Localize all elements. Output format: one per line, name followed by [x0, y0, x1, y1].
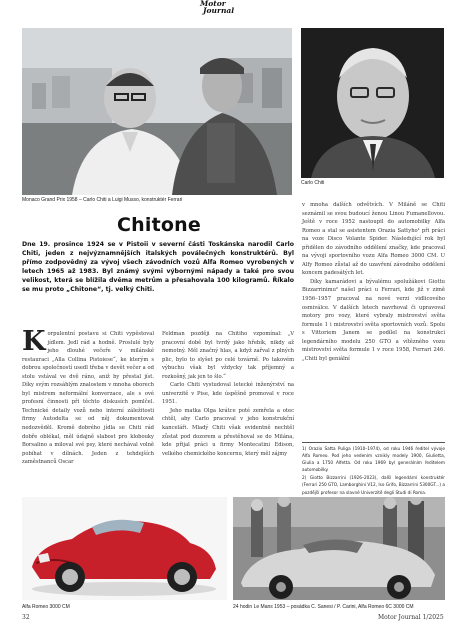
caption-carlo-chiti: Carlo Chiti — [301, 180, 325, 186]
red-car-illustration — [22, 497, 227, 600]
caption-alfa-romeo-3000cm: Alfa Romeo 3000 CM — [22, 604, 70, 610]
chiti-portrait-illustration — [301, 28, 444, 178]
page-number: 32 — [22, 614, 30, 621]
issue-label: Motor Journal 1/2025 — [378, 614, 444, 621]
photo-carlo-chiti — [301, 28, 444, 178]
photo-monaco-gp — [22, 28, 292, 195]
caption-monaco-gp: Monaco Grand Prix 1958 – Carlo Chiti a Luigi Musso, konstruktér Ferrari — [22, 197, 183, 203]
photo-alfa-romeo-3000cm — [22, 497, 227, 600]
footnote-2: 2) Giotto Bizzarrini (1926–2023), další legendární konstruktér (Ferrari 250 GTO, Lamborghini V12, Iso Grifo, Bizzarrini 5300GT...) a pozdější profesor na slavné Univerzitě degli Studi di Roma. — [302, 476, 445, 496]
column2-paragraph-2: Carlo Chiti vystudoval letecké inženýrství na univerzitě v Pise, kde úspěšně promoval v roce 1951. — [162, 382, 294, 406]
column2-paragraph-1: Feldman později na Chitiho vzpomínal: „V pracovní době byl tvrdý jako hřebík, nikdy až nemotný. Měl značný hlas, a když zařval z plných plic, bylo to slyšet po celé továrně. Po takovém výbuchu však byl vždycky tak příjemný a rozkošný, jak jen to šlo.“ — [162, 331, 294, 380]
column2-paragraph-3: Jeho matka Olga krátce poté zemřela a otec chtěl, aby Carlo pracoval v jeho konstrukční kanceláři. Mladý Chiti však evidentně nechtěl zůstat pod dozorem a přestěhoval se do Milána, kde přijal práci u firmy Montecatini Edison, velkého chemického koncernu, který měl zájmy — [162, 407, 294, 457]
article-lead: Dne 19. prosince 1924 se v Pistoii v severní části Toskánska narodil Carlo Chiti, jeden z nejvýznamnějších italských poválečných konstruktérů. Byl přímo zodpovědný za vývoj všech závodních vozů Alfa Romeo vyrobených v letech 1965 až 1983. Byl známý svými výbornými nápady a také pro svou velikost, která se blížila dvěma metrům a přesahovala 100 kilogramů. Říkalo se mu proto „Chitone“, tj. velký Chiti. — [22, 241, 294, 294]
masthead-line1: Motor — [200, 0, 226, 8]
column3-paragraph-1: v mnoha dalších odvětvích. V Miláně se Chiti seznámil se svou budoucí ženou Linou Fumanellovou. Ještě v roce 1952 nastoupil do automobilky Alfa Romeo a stal se asistentem Orazia Sattyho¹ při práci na voze Disco Volante Spider. Následující rok byl přidělen do závodního oddělení značky, kde pracoval na vývoji sportovního vozu Alfa Romeo 3000 CM. U Alfy Romeo zůstal až do uzavření závodního oddělení koncem padesátých let. — [302, 202, 445, 277]
footnotes — [302, 442, 445, 498]
caption-le-mans-1953: 24 hodin Le Mans 1953 – posádka C. Sanesi / P. Carini, Alfa Romeo 6C 3000 CM — [233, 604, 414, 610]
footnote-1: 1) Orazio Satta Puliga (1910–1974), od roku 1946 ředitel vývoje Alfa Romeo. Pod jeho vedením vznikly modely 1900, Giulietta, Giulia a 1750 Alfetta. Od roku 1969 byl generálním ředitelem automobilky. — [302, 447, 445, 474]
text-column-1 — [22, 326, 154, 467]
masthead-logo — [200, 0, 234, 14]
masthead-line2: Journal — [203, 6, 235, 15]
drop-cap: K — [22, 326, 46, 357]
photo-le-mans-1953 — [233, 497, 445, 600]
column1-paragraph — [22, 326, 154, 467]
column1-text: orpulentní postavu si Chiti vypěstoval jídlem. Jedl rád a hodně. Proslulé byly jeho dlouhé večeře v milánské restauraci „Alla Collina Pistoiese“, ke kterým s dobrou společností usedl třeba v devět večer a od stolu vstával ve dvě ráno, aniž by přestal jíst. Díky svým rozsáhlým znalostem v mnoha oborech byl mistrem neformální konverzace, ale s ové profesní činnosti při těchto diskusích pomlčel. Technické detaily vozů nebo interní záležitosti firmy Autodelta se od něj dokumentovat nedozvěděl. Kromě dobrého jídla se Chiti rád dobře oblékal, měl údajně slabost pro klobouky Borsalino a miloval své psy, které nechával volně pobíhat v dílnách. Jeden z tehdejších zaměstnanců Oscar — [22, 331, 154, 466]
text-column-3 — [302, 201, 445, 363]
monaco-photo-illustration — [22, 28, 292, 195]
text-column-2 — [162, 330, 294, 458]
column3-paragraph-2: Díky kamarádovi a bývalému spolužákovi Giottu Bizzarrinimu² našel práci u Ferrari, kde již v zimě 1956–1957 pracoval na nové verzi vidlicového osmiválce. V dalších letech navrhoval či upravoval motory pro vozy, které vybraly mistrovství světa formule 1 i mistrovství světa sportovních vozů. Spolu s Vittoriem Janem se podílel na konstrukci legendárního modelu 250 GTO a vítězného vozu mistrovství světa formule 1 v roce 1958, Ferrari 246. „Chiti byl geniální — [302, 278, 445, 362]
le-mans-photo-illustration — [233, 497, 445, 600]
article-title: Chitone — [117, 214, 201, 236]
